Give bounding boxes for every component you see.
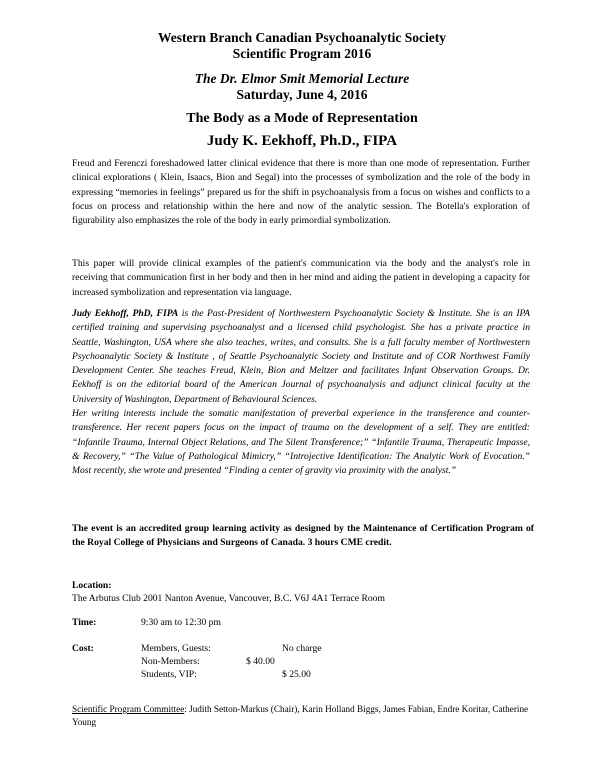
time-label: Time: — [72, 617, 97, 628]
cost-row-label: Non-Members: — [141, 656, 200, 667]
speaker-bio-lead: Judy Eekhoff, PhD, FIPA — [72, 308, 179, 319]
cost-row-price: No charge — [282, 643, 322, 654]
talk-title: The Body as a Mode of Representation — [186, 111, 418, 126]
event-date: Saturday, June 4, 2016 — [236, 87, 368, 102]
speaker-name: Judy K. Eekhoff, Ph.D., FIPA — [206, 133, 398, 149]
cost-row-label: Members, Guests: — [141, 643, 211, 654]
abstract-paragraph-1: Freud and Ferenczi foreshadowed latter clinical evidence that there is more than one mode of representation. Further clinical explorations ( Klein, Isaacs, Bion and Segal) into the processes of symbolization and the role of the body in expressing “memories in feelings” prepared us for the shift in psychoanalysis from a focus on wishes and conflicts to a focus on process and relationship within the here and now of the analytic session. The Botella's exploration of figurability also emphasizes the role of the body in early primordial symbolization. — [72, 158, 530, 227]
writing-interests-paragraph: Her writing interests include the somatic manifestation of preverbal experience in the transference and counter-transference. Her recent papers focus on the impact of trauma on the development of a self. They are entitled: “Infantile Trauma, Internal Object Relations, and The Silent Transference;” “Infantile Trauma, Therapeutic Impasse, & Recovery,” “The Value of Pathological Mimicry,” “Introjective Identification: The Analytic Work of Evocation.” Most recently, she wrote and presented “Finding a center of gravity via proximity with the analyst.” — [72, 408, 530, 477]
accreditation-paragraph: The event is an accredited group learning activity as designed by the Maintenance of Certification Program of the Royal College of Physicians and Surgeons of Canada. 3 hours CME credit. — [72, 523, 534, 549]
program-title: Scientific Program 2016 — [232, 46, 372, 61]
time-value: 9:30 am to 12:30 pm — [141, 617, 221, 628]
speaker-bio-paragraph — [72, 307, 530, 407]
location-value: The Arbutus Club 2001 Nanton Avenue, Vancouver, B.C. V6J 4A1 Terrace Room — [72, 593, 385, 604]
committee-members: : Judith Setton-Markus (Chair), Karin Holland Biggs, James Fabian, Endre Koritar, Catherine Young — [72, 704, 529, 727]
committee-label: Scientific Program Committee — [72, 704, 185, 714]
location-label: Location: — [72, 580, 112, 591]
cost-row-label: Students, VIP: — [141, 669, 197, 680]
abstract-paragraph-2: This paper will provide clinical examples of the patient's communication via the body and the analyst's role in receiving that communication first in her body and then in her mind and aiding the patient in developing a capacity for increased symbolization and representation via language. — [72, 258, 530, 298]
cost-label: Cost: — [72, 643, 94, 654]
lecture-name: The Dr. Elmor Smit Memorial Lecture — [194, 71, 410, 86]
speaker-bio-text: is the Past-President of Northwestern Psychoanalytic Society & Institute. She is an IPA certified training and supervising psychoanalyst and a licensed child psychologist. She has a private practice in Seattle, Washington, USA where she also teaches, writes, and consults. She is a full faculty member of Northwestern Psychoanalytic Society & Institute , of Seattle Psychoanalytic Society and Institute and of COR Northwest Family Development Center. She teaches Freud, Klein, Bion and Meltzer and facilitates Infant Observation Groups. Dr. Eekhoff is on the editorial board of the American Journal of psychoanalysis and adjunct clinical faculty at the University of Washington, Department of Behavioural Sciences. — [72, 308, 530, 405]
organization-name: Western Branch Canadian Psychoanalytic Society — [157, 30, 446, 45]
cost-row-price: $ 40.00 — [246, 656, 275, 667]
cost-row-price: $ 25.00 — [282, 669, 311, 680]
program-committee — [72, 703, 532, 729]
